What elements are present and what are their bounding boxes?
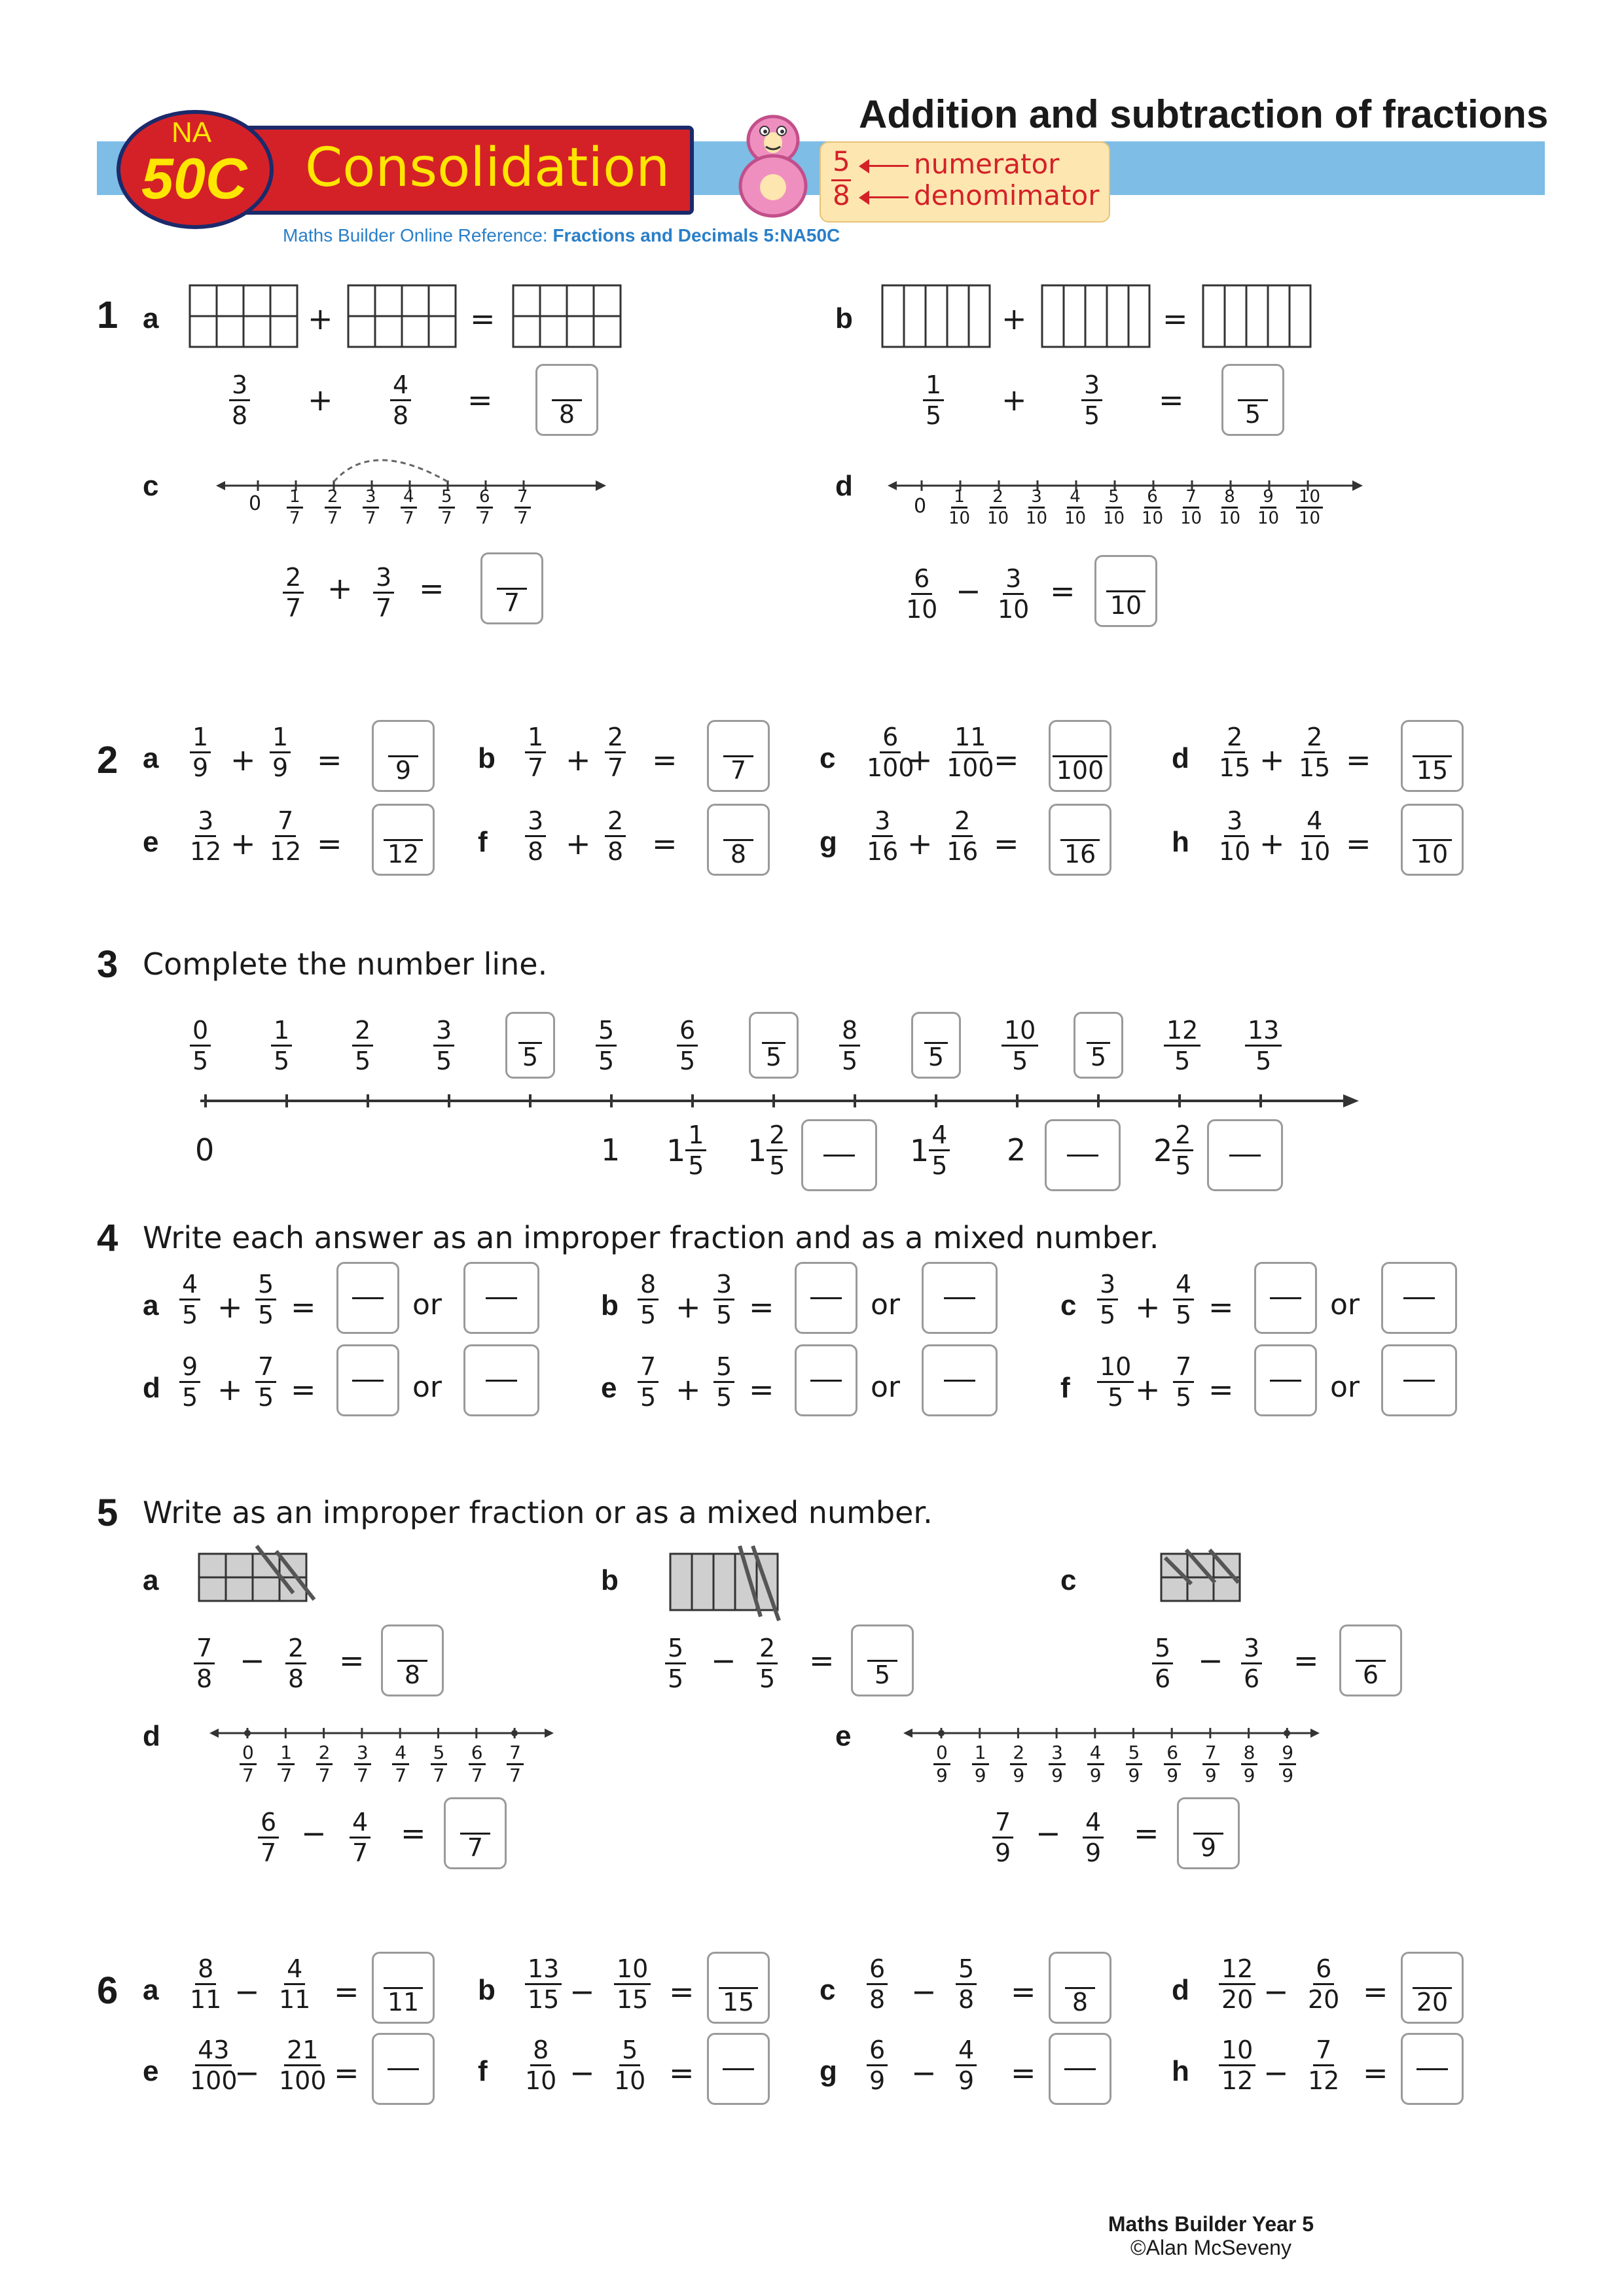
answer-box[interactable]: 7 [707,720,770,792]
fraction: 3 5 [713,1270,734,1329]
fraction: 43 100 [190,2036,238,2095]
fraction: 10 5 [1097,1352,1134,1412]
fraction-grid-1-5 [881,284,992,350]
part-letter: c [143,470,159,502]
answer-box[interactable]: 8 [1049,1952,1111,2024]
answer-box[interactable]: 15 [1401,720,1464,792]
answer-box[interactable]: 10 [1401,804,1464,876]
tick-label: 5 7 [431,1742,448,1786]
fraction: 6 7 [258,1808,279,1867]
fraction: 7 8 [194,1634,215,1693]
fraction: 4 11 [279,1954,311,2014]
tick-label: 3 7 [354,1742,371,1786]
question-number: 6 [97,1969,118,2012]
tick-label: 4 7 [392,1742,409,1786]
fraction: 2 5 [757,1634,778,1693]
fraction-grid-3-5 [1041,284,1152,350]
fraction: 1 5 [923,370,944,430]
fraction: 4 8 [390,370,411,430]
or-label: or [871,1371,901,1404]
fraction: 2 7 [283,563,304,622]
number-line-fraction: 1 5 [271,1016,292,1075]
answer-box[interactable] [1049,2033,1111,2105]
part-letter: a [143,1564,159,1596]
answer-grid[interactable] [1202,284,1313,350]
answer-box[interactable]: 5 [1074,1012,1123,1079]
number-line-whole: 0 [195,1132,215,1168]
fraction: 3 5 [1081,370,1102,430]
question-number: 1 [97,294,118,336]
number-line-fraction: 10 5 [1001,1016,1038,1075]
strand-label: NA [171,117,212,149]
answer-box[interactable]: 8 [707,804,770,876]
fraction: 5 10 [614,2036,646,2095]
fraction: 8 5 [638,1270,659,1329]
fraction: 4 5 [179,1270,200,1329]
part-letter: g [820,826,837,858]
answer-box[interactable]: 5 [505,1012,555,1079]
fraction: 12 20 [1219,1954,1255,2014]
answer-box[interactable]: 5 [851,1624,914,1696]
tick-label: 2 10 [987,487,1009,528]
fraction: 7 5 [255,1352,276,1412]
fraction: 6 9 [867,2036,888,2095]
number-line-ninths [903,1721,1322,1748]
shaded-grid-fifths [668,1545,812,1623]
answer-box[interactable] [922,1262,998,1334]
arrow-left-icon [863,165,909,167]
online-reference: Maths Builder Online Reference: Fractions and Decimals 5:NA50C [283,225,840,245]
fraction: 2 8 [285,1634,306,1693]
fraction: 3 6 [1241,1634,1262,1693]
fraction-grid-3-8 [189,284,300,350]
fraction: 2 15 [1219,723,1251,782]
number-line-fraction: 2 5 [352,1016,373,1075]
fraction: 2 15 [1299,723,1331,782]
answer-box[interactable] [1207,1119,1283,1191]
or-label: or [871,1288,901,1321]
number-line-fifths [194,1088,1372,1114]
answer-box[interactable] [463,1262,539,1334]
number-line-fraction: 3 5 [433,1016,454,1075]
part-letter: e [143,2055,159,2087]
answer-box[interactable] [1401,2033,1464,2105]
fraction: 21 100 [279,2036,327,2095]
fraction: 9 5 [179,1352,200,1412]
tick-label: 1 10 [948,487,971,528]
tick-label: 2 7 [325,487,341,528]
number-line-fraction: 6 5 [677,1016,698,1075]
answer-grid[interactable] [512,284,623,350]
answer-box[interactable] [922,1344,998,1416]
fraction: 7 5 [1173,1352,1194,1412]
part-letter: c [1060,1564,1077,1596]
tick-label: 4 7 [401,487,417,528]
part-letter: c [820,1974,836,2006]
number-line-fraction: 13 5 [1245,1016,1282,1075]
fraction: 5 8 [956,1954,977,2014]
instruction: Write each answer as an improper fraction and as a mixed number. [143,1220,1159,1255]
shaded-grid-eighths [196,1545,327,1610]
fraction: 5 5 [713,1352,734,1412]
fraction: 4 7 [350,1808,370,1867]
fraction: 3 8 [525,806,546,866]
fraction: 4 9 [1083,1808,1104,1867]
number-line-fraction: 12 5 [1164,1016,1200,1075]
answer-box[interactable]: 16 [1049,804,1111,876]
key-denominator-label: denomimator [914,179,1100,211]
part-letter: b [601,1289,619,1321]
part-letter: a [143,302,159,334]
fraction: 10 12 [1219,2036,1255,2095]
answer-box[interactable] [1381,1262,1457,1334]
answer-box[interactable] [463,1344,539,1416]
mixed-number: 1 4 5 [910,1121,950,1180]
tick-label: 9 10 [1257,487,1280,528]
fraction: 3 12 [190,806,222,866]
part-letter: d [1172,742,1189,774]
fraction: 4 5 [1173,1270,1194,1329]
fraction: 5 5 [665,1634,686,1693]
fraction: 7 5 [638,1352,659,1412]
part-letter: b [478,742,496,774]
answer-box[interactable]: 100 [1049,720,1111,792]
fraction: 2 8 [605,806,626,866]
number-line-whole: 2 [1007,1132,1026,1168]
tick-label: 9 9 [1279,1742,1296,1786]
tick-label: 6 7 [477,487,493,528]
part-letter: b [835,302,853,334]
or-label: or [1330,1371,1360,1404]
or-label: or [1330,1288,1360,1321]
arrow-left-icon [863,196,909,198]
fraction: 3 10 [998,564,1030,624]
number-line-fraction: 8 5 [839,1016,860,1075]
answer-box[interactable] [707,2033,770,2105]
tick-label: 1 7 [287,487,303,528]
or-label: or [412,1371,442,1404]
answer-box[interactable]: 6 [1339,1624,1402,1696]
part-letter: a [143,1974,159,2006]
answer-box[interactable]: 7 [480,552,543,624]
answer-box[interactable] [795,1344,857,1416]
number-line-fraction: 5 5 [596,1016,617,1075]
answer-box[interactable] [1381,1344,1457,1416]
part-letter: e [601,1372,617,1404]
topic-heading: Addition and subtraction of fractions [859,92,1549,136]
number-line-fraction: 0 5 [190,1016,211,1075]
book-title: Maths Builder Year 5 [1108,2212,1314,2236]
fraction: 7 12 [1308,2036,1340,2095]
part-letter: f [1060,1372,1070,1404]
tick-label: 5 10 [1103,487,1125,528]
part-letter: d [143,1372,160,1404]
question-number: 4 [97,1217,118,1259]
tick-label: 6 7 [469,1742,486,1786]
fraction: 4 10 [1299,806,1331,866]
fraction: 3 10 [1219,806,1251,866]
fraction: 6 10 [906,564,938,624]
tick-label: 5 7 [439,487,455,528]
fraction: 7 9 [992,1808,1013,1867]
part-letter: b [601,1564,619,1596]
fraction: 8 10 [525,2036,557,2095]
tick-label: 8 9 [1241,1742,1258,1786]
tick-label: 1 9 [972,1742,989,1786]
answer-box[interactable] [1254,1262,1317,1334]
fraction: 1 7 [525,723,546,782]
fraction: 3 8 [229,370,250,430]
answer-box[interactable]: 10 [1094,555,1157,627]
tick-label: 3 10 [1026,487,1048,528]
tick-label: 3 7 [363,487,379,528]
answer-box[interactable]: 8 [381,1624,444,1696]
part-letter: g [820,2055,837,2087]
question-number: 2 [97,739,118,781]
tick-label: 7 10 [1180,487,1202,528]
part-letter: c [820,742,836,774]
tick-label: 4 10 [1064,487,1087,528]
answer-box[interactable]: 9 [1177,1797,1240,1869]
tick-label: 2 7 [316,1742,333,1786]
part-letter: e [835,1720,852,1752]
instruction: Complete the number line. [143,946,548,982]
key-numerator-label: numerator [914,148,1060,180]
fraction: 6 100 [867,723,914,782]
part-letter: a [143,742,159,774]
fraction: 8 11 [190,1954,222,2014]
fraction: 6 20 [1308,1954,1340,2014]
eight-mascot-icon [732,109,814,220]
mixed-number: 2 2 5 [1153,1121,1193,1180]
answer-box[interactable]: 9 [372,720,435,792]
fraction: 3 5 [1097,1270,1118,1329]
number-line-sevenths-small [209,1721,556,1748]
fraction: 7 12 [270,806,302,866]
fraction: 1 9 [270,723,291,782]
tick-label: 3 9 [1049,1742,1066,1786]
answer-box[interactable] [336,1262,399,1334]
fraction: 5 6 [1152,1634,1173,1693]
part-letter: f [478,826,488,858]
part-letter: c [1060,1289,1077,1321]
tick-label: 10 10 [1296,487,1323,528]
fraction: 10 15 [614,1954,651,2014]
part-letter: d [1172,1974,1189,2006]
fraction: 1 9 [190,723,211,782]
page-title: Consolidation [305,137,670,199]
tick-label: 0 9 [933,1742,950,1786]
fraction: 2 16 [947,806,979,866]
fraction: 13 15 [525,1954,562,2014]
tick-label: 7 9 [1202,1742,1219,1786]
fraction-grid-4-8 [347,284,458,350]
reference-link[interactable]: Fractions and Decimals 5:NA50C [552,225,840,245]
answer-box[interactable] [801,1119,877,1191]
answer-box[interactable]: 11 [372,1952,435,2024]
answer-box[interactable]: 5 [1221,364,1284,436]
fraction: 3 7 [373,563,394,622]
lesson-code: 50C [141,146,247,211]
tick-label: 7 7 [507,1742,524,1786]
or-label: or [412,1288,442,1321]
fraction: 4 9 [956,2036,977,2095]
part-letter: a [143,1289,159,1321]
fraction: 2 7 [605,723,626,782]
part-letter: h [1172,826,1189,858]
question-number: 5 [97,1492,118,1534]
answer-box[interactable]: 7 [444,1797,507,1869]
key-numerator-digit: 5 [833,145,850,177]
answer-box[interactable] [1254,1344,1317,1416]
part-letter: e [143,826,159,858]
part-letter: d [143,1720,160,1752]
answer-box[interactable]: 12 [372,804,435,876]
part-letter: f [478,2055,488,2087]
tick-label: 7 7 [514,487,531,528]
tick-label: 5 9 [1126,1742,1143,1786]
tick-label: 6 9 [1164,1742,1181,1786]
part-letter: d [835,470,853,502]
copyright: ©Alan McSeveny [1130,2236,1291,2259]
mixed-number: 1 2 5 [748,1121,787,1180]
fraction: 3 16 [867,806,899,866]
answer-box[interactable] [336,1344,399,1416]
answer-box[interactable] [372,2033,435,2105]
key-denominator-digit: 8 [833,179,850,211]
answer-box[interactable]: 8 [535,364,598,436]
answer-box[interactable]: 20 [1401,1952,1464,2024]
answer-box[interactable]: 15 [707,1952,770,2024]
answer-box[interactable] [1045,1119,1121,1191]
question-number: 3 [97,943,118,986]
shaded-grid-sixths [1159,1545,1263,1610]
number-line-whole: 1 [601,1132,621,1168]
answer-box[interactable] [795,1262,857,1334]
part-letter: h [1172,2055,1189,2087]
part-letter: b [478,1974,496,2006]
tick-label: 2 9 [1010,1742,1027,1786]
fraction: 5 5 [255,1270,276,1329]
fraction: 11 100 [947,723,994,782]
mixed-number: 1 1 5 [666,1121,706,1180]
fraction: 6 8 [867,1954,888,2014]
answer-box[interactable]: 5 [749,1012,799,1079]
tick-label: 4 9 [1087,1742,1104,1786]
answer-box[interactable]: 5 [911,1012,961,1079]
tick-label: 1 7 [278,1742,295,1786]
tick-label: 6 10 [1142,487,1164,528]
tick-label: 0 7 [240,1742,257,1786]
instruction: Write as an improper fraction or as a mixed number. [143,1495,933,1530]
tick-label: 8 10 [1219,487,1241,528]
